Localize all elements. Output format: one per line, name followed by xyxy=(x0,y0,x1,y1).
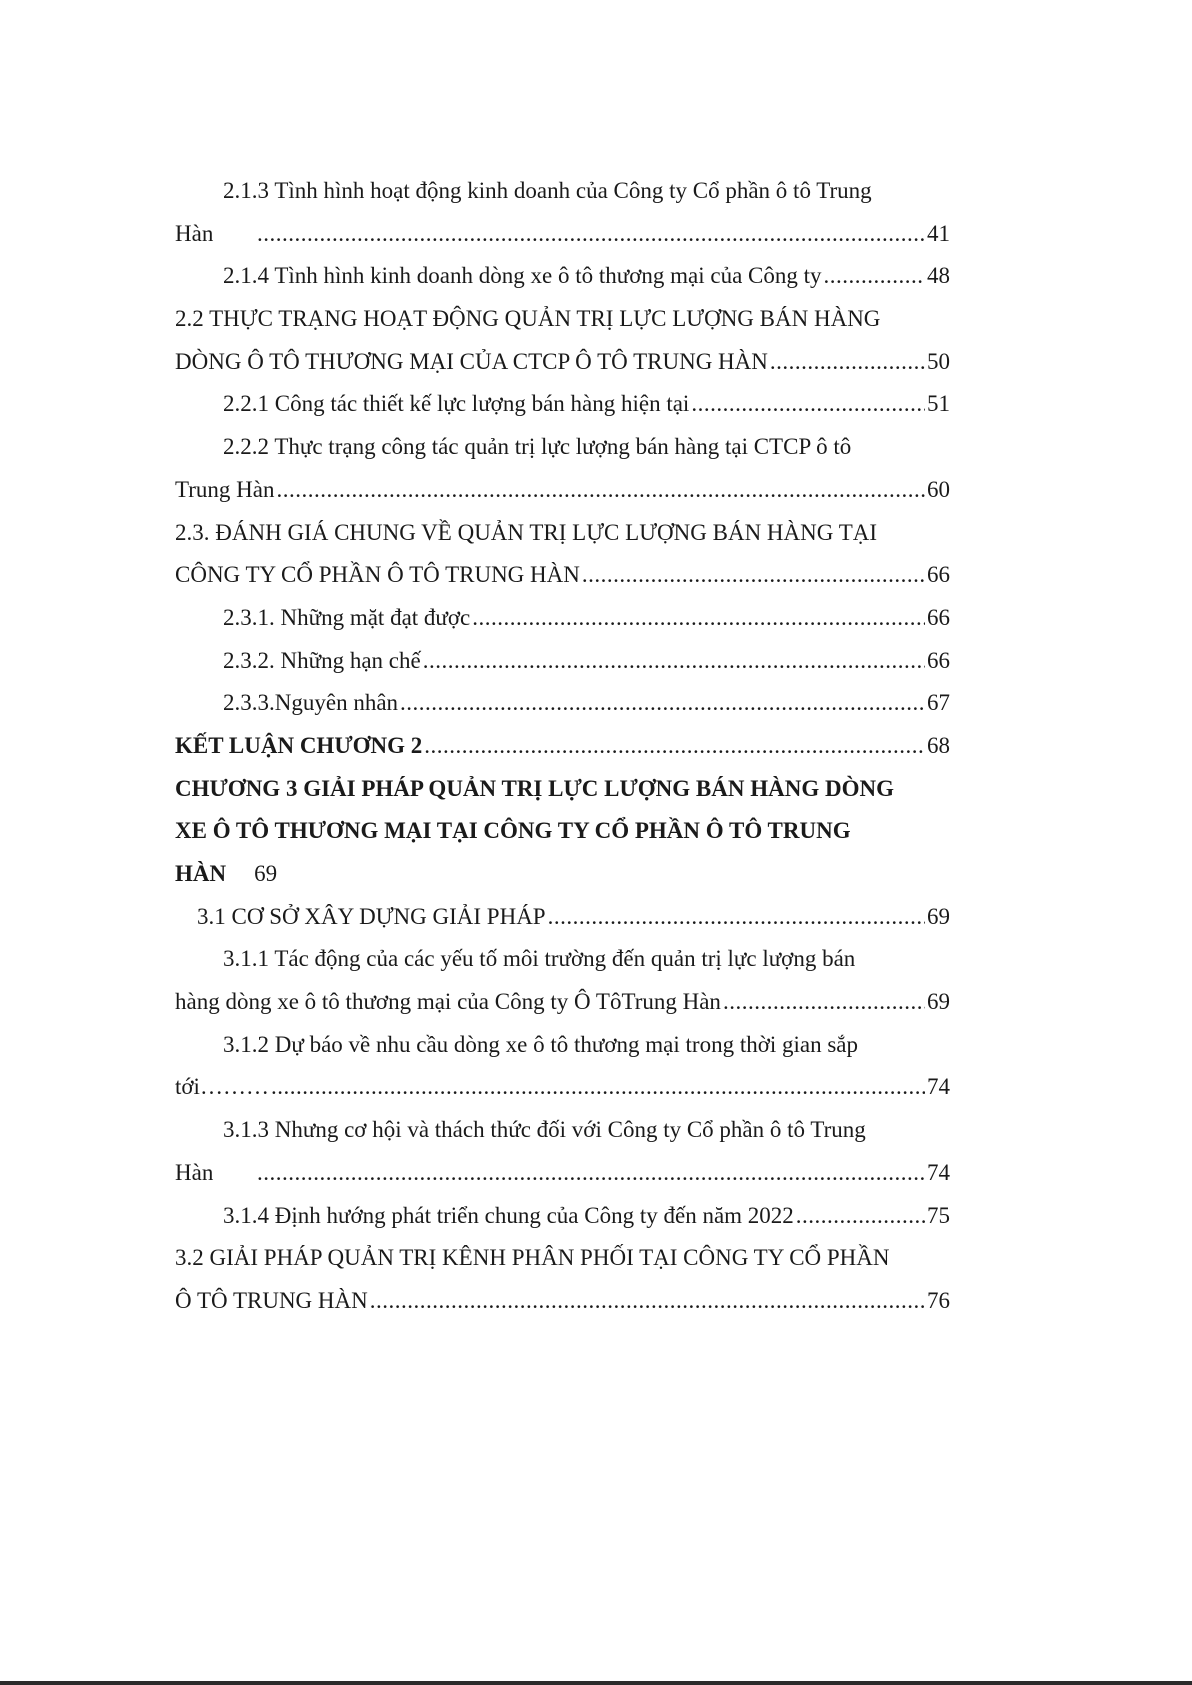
toc-leader-dots xyxy=(548,896,925,939)
toc-page-number: 41 xyxy=(927,220,950,246)
toc-page-number: 69 xyxy=(927,989,950,1015)
toc-line xyxy=(175,426,950,469)
toc-line xyxy=(175,725,950,768)
toc-leader-dots xyxy=(423,640,925,683)
toc-entry-text: 3.1.1 Tác động của các yếu tố môi trường đến quản trị lực lượng bán xyxy=(223,946,856,972)
toc-entry-text: XE Ô TÔ THƯƠNG MẠI TẠI CÔNG TY CỔ PHẦN Ô TÔ TRUNG xyxy=(175,818,851,844)
toc-entry-text: KẾT LUẬN CHƯƠNG 2 xyxy=(175,732,423,758)
toc-entry-text: Trung Hàn xyxy=(175,476,275,502)
toc-page-number: 74 xyxy=(927,1159,950,1185)
toc-page-number: 67 xyxy=(927,690,950,716)
toc-line xyxy=(175,682,950,725)
toc-page-number: 66 xyxy=(927,562,950,588)
toc-line xyxy=(175,981,950,1024)
toc-line xyxy=(175,1109,950,1152)
toc-line xyxy=(175,1152,950,1195)
toc-line xyxy=(175,1237,950,1280)
toc-line xyxy=(175,768,950,811)
toc-line xyxy=(175,1066,950,1109)
toc-leader-dots xyxy=(796,1195,925,1238)
toc-line xyxy=(175,1195,950,1238)
toc-page-number: 60 xyxy=(927,476,950,502)
toc-entry-text: 2.1.3 Tình hình hoạt động kinh doanh của Công ty Cổ phần ô tô Trung xyxy=(223,178,872,203)
toc-page-number: 74 xyxy=(927,1074,950,1100)
toc-line xyxy=(175,170,950,213)
toc-line xyxy=(175,1280,950,1323)
toc-leader-dots xyxy=(257,213,925,256)
toc-entry-text: Hàn xyxy=(175,220,214,246)
toc-entry-text: 3.2 GIẢI PHÁP QUẢN TRỊ KÊNH PHÂN PHỐI TẠI CÔNG TY CỔ PHẦN xyxy=(175,1245,890,1271)
toc-leader-dots xyxy=(824,255,925,298)
toc-line xyxy=(175,597,950,640)
toc-entry-text: 2.3.2. Những hạn chế xyxy=(223,647,421,673)
table-of-contents xyxy=(175,170,950,1323)
toc-entry-text: 2.3.3.Nguyên nhân xyxy=(223,690,399,716)
toc-entry-text: 3.1.4 Định hướng phát triển chung của Công ty đến năm 2022 xyxy=(223,1202,794,1228)
toc-leader-dots xyxy=(400,682,925,725)
toc-line xyxy=(175,938,950,981)
toc-leader-dots xyxy=(582,554,925,597)
toc-leader-dots xyxy=(472,597,925,640)
toc-line xyxy=(175,640,950,683)
toc-leader-dots xyxy=(723,981,925,1024)
toc-line xyxy=(175,213,950,256)
toc-line xyxy=(175,512,950,555)
toc-line xyxy=(175,341,950,384)
toc-entry-text: 3.1.2 Dự báo về nhu cầu dòng xe ô tô thương mại trong thời gian sắp xyxy=(223,1031,859,1057)
toc-page-number: 75 xyxy=(927,1202,950,1228)
toc-page-number: 51 xyxy=(927,391,950,417)
toc-entry-text: Hàn xyxy=(175,1159,214,1185)
toc-entry-text: CHƯƠNG 3 GIẢI PHÁP QUẢN TRỊ LỰC LƯỢNG BÁN HÀNG DÒNG xyxy=(175,775,894,801)
toc-line xyxy=(175,298,950,341)
toc-entry-text: 2.2 THỰC TRẠNG HOẠT ĐỘNG QUẢN TRỊ LỰC LƯỢNG BÁN HÀNG xyxy=(175,306,881,332)
toc-entry-text: 2.1.4 Tình hình kinh doanh dòng xe ô tô thương mại của Công ty xyxy=(223,263,822,289)
toc-entry-text: tới……… xyxy=(175,1074,269,1100)
toc-line xyxy=(175,554,950,597)
toc-line xyxy=(175,896,950,939)
toc-entry-text: DÒNG Ô TÔ THƯƠNG MẠI CỦA CTCP Ô TÔ TRUNG HÀN xyxy=(175,348,768,374)
toc-leader-dots xyxy=(424,725,925,768)
toc-entry-text: 2.2.2 Thực trạng công tác quản trị lực lượng bán hàng tại CTCP ô tô xyxy=(223,434,852,460)
toc-entry-text: 2.3.1. Những mặt đạt được xyxy=(223,604,471,630)
toc-line xyxy=(175,383,950,426)
toc-line xyxy=(175,810,950,853)
toc-leader-dots xyxy=(271,1066,925,1109)
toc-leader-dots xyxy=(276,469,925,512)
toc-leader-dots xyxy=(770,341,925,384)
toc-line xyxy=(175,255,950,298)
toc-page-number: 50 xyxy=(927,348,950,374)
toc-entry-text: 2.2.1 Công tác thiết kế lực lượng bán hàng hiện tại xyxy=(223,391,690,417)
toc-entry-text: CÔNG TY CỔ PHẦN Ô TÔ TRUNG HÀN xyxy=(175,562,580,588)
toc-page-number: 68 xyxy=(927,732,950,758)
toc-entry-text: 3.1 CƠ SỞ XÂY DỰNG GIẢI PHÁP xyxy=(197,903,546,929)
toc-line xyxy=(175,469,950,512)
page-bottom-edge xyxy=(0,1681,1192,1685)
toc-leader-dots xyxy=(257,1152,925,1195)
toc-entry-text: Ô TÔ TRUNG HÀN xyxy=(175,1287,368,1313)
toc-line xyxy=(175,1024,950,1067)
toc-leader-dots xyxy=(370,1280,925,1323)
toc-page-number: 76 xyxy=(927,1287,950,1313)
toc-page-number: 66 xyxy=(927,647,950,673)
toc-page-number: 48 xyxy=(927,263,950,289)
toc-entry-text: 2.3. ĐÁNH GIÁ CHUNG VỀ QUẢN TRỊ LỰC LƯỢNG BÁN HÀNG TẠI xyxy=(175,519,878,545)
toc-page-number: 69 xyxy=(927,903,950,929)
toc-leader-dots xyxy=(691,383,925,426)
toc-line xyxy=(175,853,950,896)
toc-entry-text: hàng dòng xe ô tô thương mại của Công ty Ô TôTrung Hàn xyxy=(175,989,721,1015)
toc-entry-text: HÀN xyxy=(175,861,227,886)
toc-page-number: 66 xyxy=(927,604,950,630)
toc-page-number: 69 xyxy=(254,861,278,886)
toc-entry-text: 3.1.3 Nhưng cơ hội và thách thức đối với Công ty Cổ phần ô tô Trung xyxy=(223,1117,866,1143)
